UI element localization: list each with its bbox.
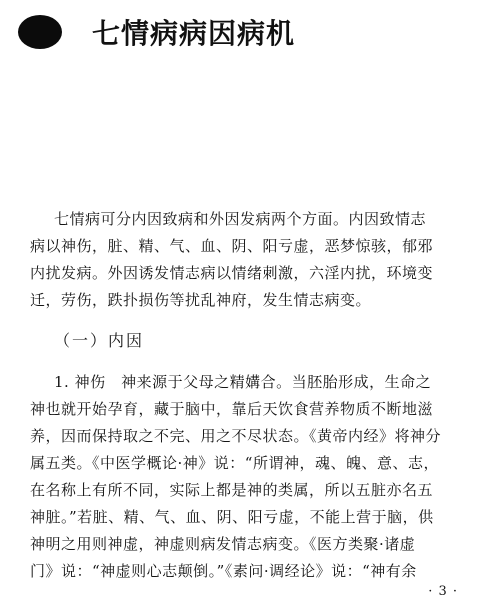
shen-shang-paragraph (30, 369, 470, 585)
text-line: 属五类。《中医学概论·神》说：“所谓神，魂、魄、意、志， (30, 454, 439, 472)
text-line: 七情病可分内因致病和外因发病两个方面。内因致情志 (54, 210, 427, 228)
text-line: 内扰发病。外因诱发情志病以情绪刺激，六淫内扰，环境变 (30, 264, 434, 282)
text-line: 神脏。”若脏、精、气、血、阴、阳亏虚，不能上营于脑，供 (30, 508, 434, 526)
black-oval-bullet-icon (18, 15, 62, 49)
page-number: · 3 · (428, 584, 458, 599)
intro-paragraph (30, 206, 470, 314)
text-line: 迁，劳伤，跌扑损伤等扰乱神府，发生情志病变。 (30, 291, 372, 309)
chapter-heading (18, 12, 295, 52)
text-line: 神也就开始孕育，藏于脑中，靠后天饮食营养物质不断地滋 (30, 400, 434, 418)
text-line: 1. 神伤 神来源于父母之精媾合。当胚胎形成，生命之 (54, 373, 432, 391)
chapter-title: 七情病病因病机 (92, 17, 296, 50)
text-line: 病以神伤，脏、精、气、血、阴、阳亏虚，恶梦惊骇，郁邪 (30, 237, 434, 255)
text-line: 神明之用则神虚，神虚则病发情志病变。《医方类聚·诸虚 (30, 535, 416, 553)
text-line: 养，因而保持取之不完、用之不尽状态。《黄帝内经》将神分 (30, 427, 442, 445)
text-line: 门》说：“神虚则心志颠倒。”《素问·调经论》说：“神有余 (30, 562, 417, 580)
section-subheading: （一）内因 (54, 331, 145, 350)
text-line: 在名称上有所不同，实际上都是神的类属，所以五脏亦名五 (30, 481, 434, 499)
